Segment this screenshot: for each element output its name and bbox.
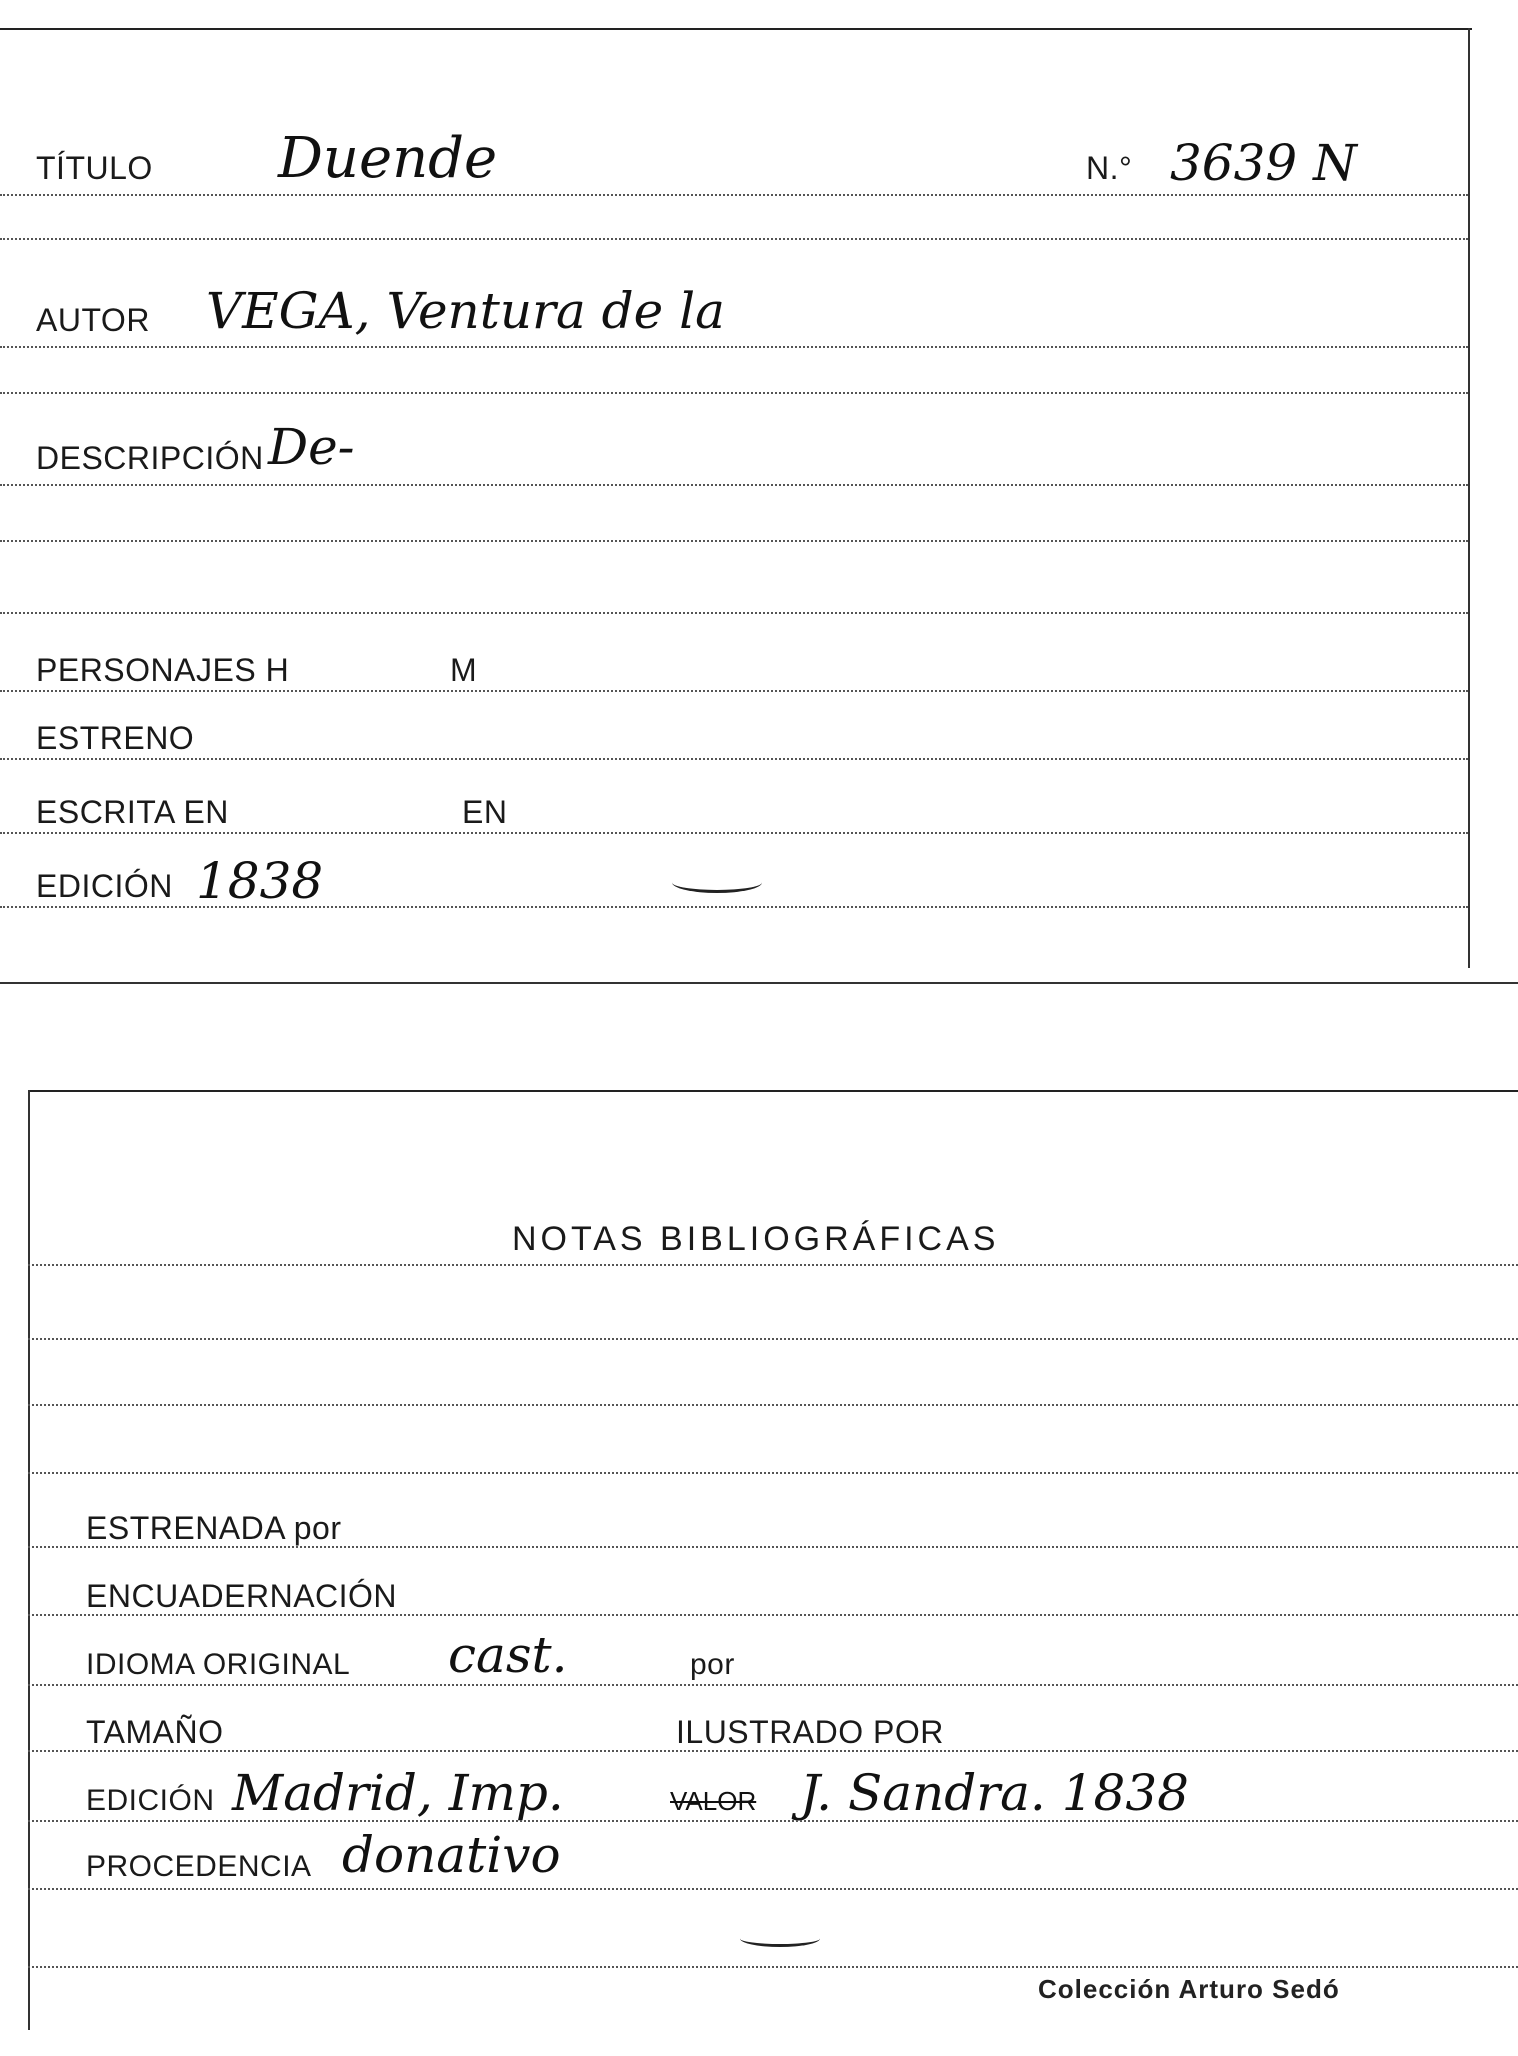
estrenada-label: ESTRENADA por xyxy=(86,1510,342,1546)
back-edicion-value-b: J. Sandra. 1838 xyxy=(800,1764,1189,1822)
personajes-m-label: M xyxy=(450,652,478,688)
tamano-rule xyxy=(28,1750,1518,1752)
numero-label: N.° xyxy=(1086,150,1133,186)
escrita-rule xyxy=(0,832,1468,834)
estreno-rule xyxy=(0,758,1468,760)
notas-rule xyxy=(28,1264,1518,1266)
pencil-stroke-back xyxy=(740,1930,820,1947)
collection-footer: Colección Arturo Sedó xyxy=(1038,1974,1340,2004)
card-bottom-edge xyxy=(0,982,1518,984)
autor-rule xyxy=(0,346,1468,348)
estreno-label: ESTRENO xyxy=(36,720,195,756)
titulo-rule xyxy=(0,194,1468,196)
card-top-edge xyxy=(0,28,1472,30)
edicion-label: EDICIÓN xyxy=(36,868,173,904)
procedencia-label: PROCEDENCIA xyxy=(86,1850,312,1883)
rule-3 xyxy=(0,540,1468,542)
autor-label: AUTOR xyxy=(36,302,150,338)
encuadernacion-rule xyxy=(28,1614,1518,1616)
procedencia-rule xyxy=(28,1888,1518,1890)
estrenada-rule xyxy=(28,1546,1518,1548)
back-rule-1 xyxy=(28,1338,1518,1340)
encuadernacion-label: ENCUADERNACIÓN xyxy=(86,1578,398,1614)
ilustrado-label: ILUSTRADO POR xyxy=(676,1714,944,1750)
idioma-value: cast. xyxy=(448,1626,568,1684)
edicion-rule xyxy=(0,906,1468,908)
titulo-value: Duende xyxy=(278,126,498,191)
back-edicion-value-a: Madrid, Imp. xyxy=(232,1764,564,1822)
catalog-card-back xyxy=(0,1000,1518,2056)
edicion-value: 1838 xyxy=(196,852,324,910)
back-rule-3 xyxy=(28,1472,1518,1474)
tamano-label: TAMAÑO xyxy=(86,1714,224,1750)
back-rule-2 xyxy=(28,1404,1518,1406)
back-edicion-label: EDICIÓN xyxy=(86,1784,215,1817)
pencil-stroke xyxy=(672,872,762,893)
escrita-label: ESCRITA EN xyxy=(36,794,229,830)
notas-heading: NOTAS BIBLIOGRÁFICAS xyxy=(512,1220,1000,1258)
card-right-edge xyxy=(1468,28,1470,968)
titulo-label: TÍTULO xyxy=(36,150,153,186)
card-top-edge-back xyxy=(28,1090,1518,1092)
descripcion-rule xyxy=(0,484,1468,486)
catalog-card-front xyxy=(0,0,1518,980)
idioma-por-label: por xyxy=(690,1648,735,1681)
back-edicion-struck: VALOR xyxy=(670,1786,757,1816)
back-edicion-rule xyxy=(28,1820,1518,1822)
idioma-label: IDIOMA ORIGINAL xyxy=(86,1648,351,1681)
back-rule-last xyxy=(28,1966,1518,1968)
personajes-rule xyxy=(0,690,1468,692)
descripcion-label: DESCRIPCIÓN xyxy=(36,440,264,476)
autor-value: VEGA, Ventura de la xyxy=(206,282,725,340)
procedencia-value: donativo xyxy=(342,1826,561,1884)
idioma-rule xyxy=(28,1684,1518,1686)
rule-4 xyxy=(0,612,1468,614)
escrita-en-label: EN xyxy=(462,794,508,830)
rule-1 xyxy=(0,238,1468,240)
personajes-label: PERSONAJES H xyxy=(36,652,290,688)
rule-2 xyxy=(0,392,1468,394)
descripcion-value: De- xyxy=(268,418,355,476)
numero-value: 3639 N xyxy=(1170,134,1357,192)
